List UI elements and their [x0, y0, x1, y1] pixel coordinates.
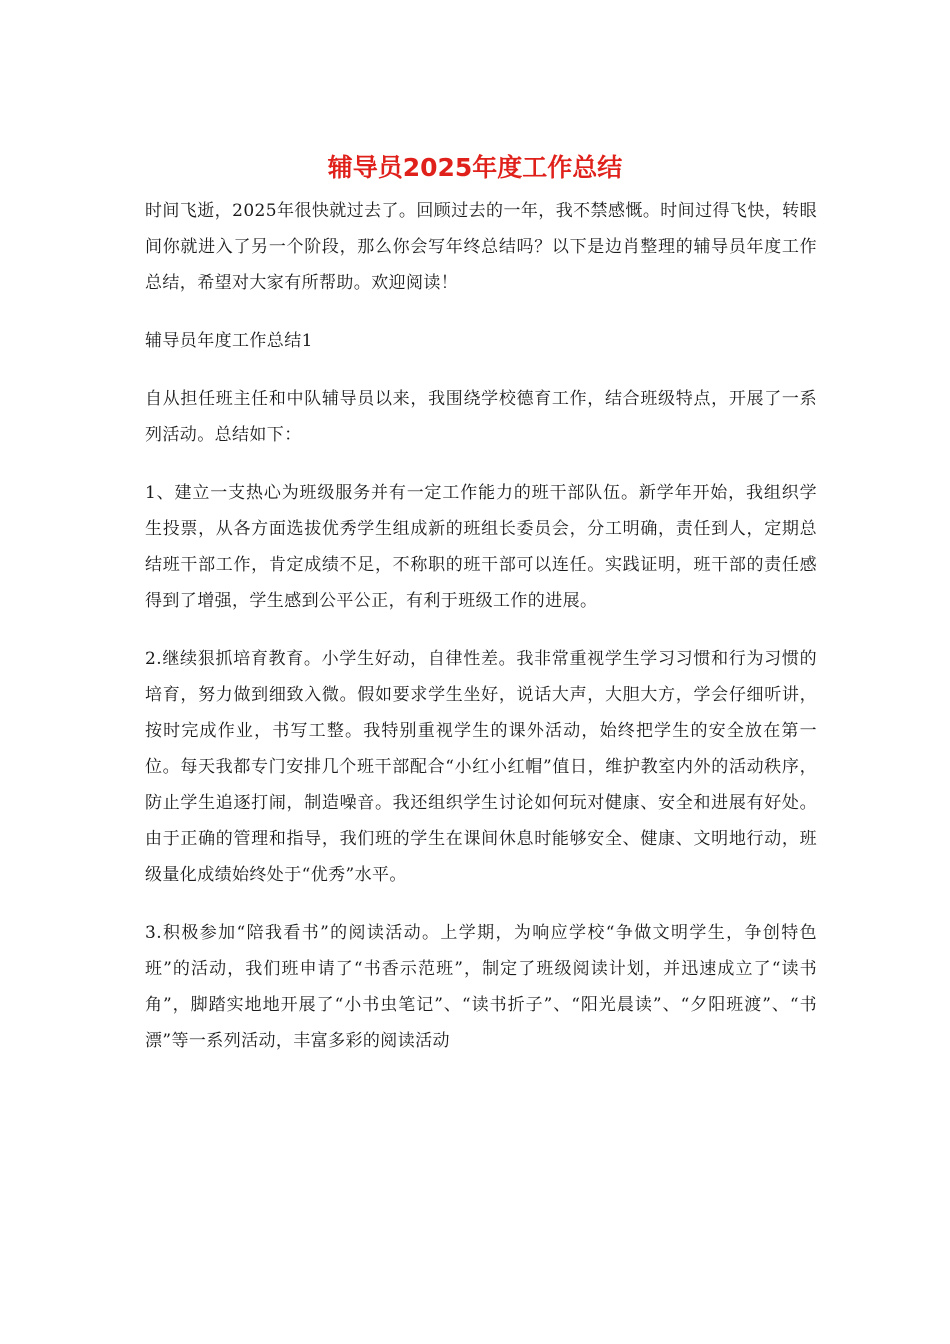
document-title: 辅导员2025年度工作总结: [327, 153, 623, 182]
document-body: [145, 193, 817, 1081]
section-heading: 辅导员年度工作总结1: [145, 331, 313, 351]
body-paragraph: 自从担任班主任和中队辅导员以来，我围绕学校德育工作，结合班级特点，开展了一系列活动。总结如下：: [145, 389, 817, 445]
body-paragraph: 2.继续狠抓培育教育。小学生好动，自律性差。我非常重视学生学习习惯和行为习惯的培育，努力做到细致入微。假如要求学生坐好，说话大声，大胆大方，学会仔细听讲，按时完成作业，书写工整。我特别重视学生的课外活动，始终把学生的安全放在第一位。每天我都专门安排几个班干部配合“小红小红帽”值日，维护教室内外的活动秩序，防止学生追逐打闹，制造噪音。我还组织学生讨论如何玩对健康、安全和进展有好处。由于正确的管理和指导，我们班的学生在课间休息时能够安全、健康、文明地行动，班级量化成绩始终处于“优秀”水平。: [145, 649, 817, 885]
body-paragraph: 3.积极参加“陪我看书”的阅读活动。上学期，为响应学校“争做文明学生，争创特色班”的活动，我们班申请了“书香示范班”，制定了班级阅读计划，并迅速成立了“读书角”，脚踏实地地开展了“小书虫笔记”、“读书折子”、“阳光晨读”、“夕阳班渡”、“书漂”等一系列活动，丰富多彩的阅读活动: [145, 923, 817, 1051]
body-paragraph: 1、建立一支热心为班级服务并有一定工作能力的班干部队伍。新学年开始，我组织学生投票，从各方面选拔优秀学生组成新的班组长委员会，分工明确，责任到人，定期总结班干部工作，肯定成绩不足，不称职的班干部可以连任。实践证明，班干部的责任感得到了增强，学生感到公平公正，有利于班级工作的进展。: [145, 483, 817, 611]
intro-paragraph: 时间飞逝，2025年很快就过去了。回顾过去的一年，我不禁感慨。时间过得飞快，转眼间你就进入了另一个阶段，那么你会写年终总结吗？以下是边肖整理的辅导员年度工作总结，希望对大家有所帮助。欢迎阅读！: [145, 201, 817, 293]
